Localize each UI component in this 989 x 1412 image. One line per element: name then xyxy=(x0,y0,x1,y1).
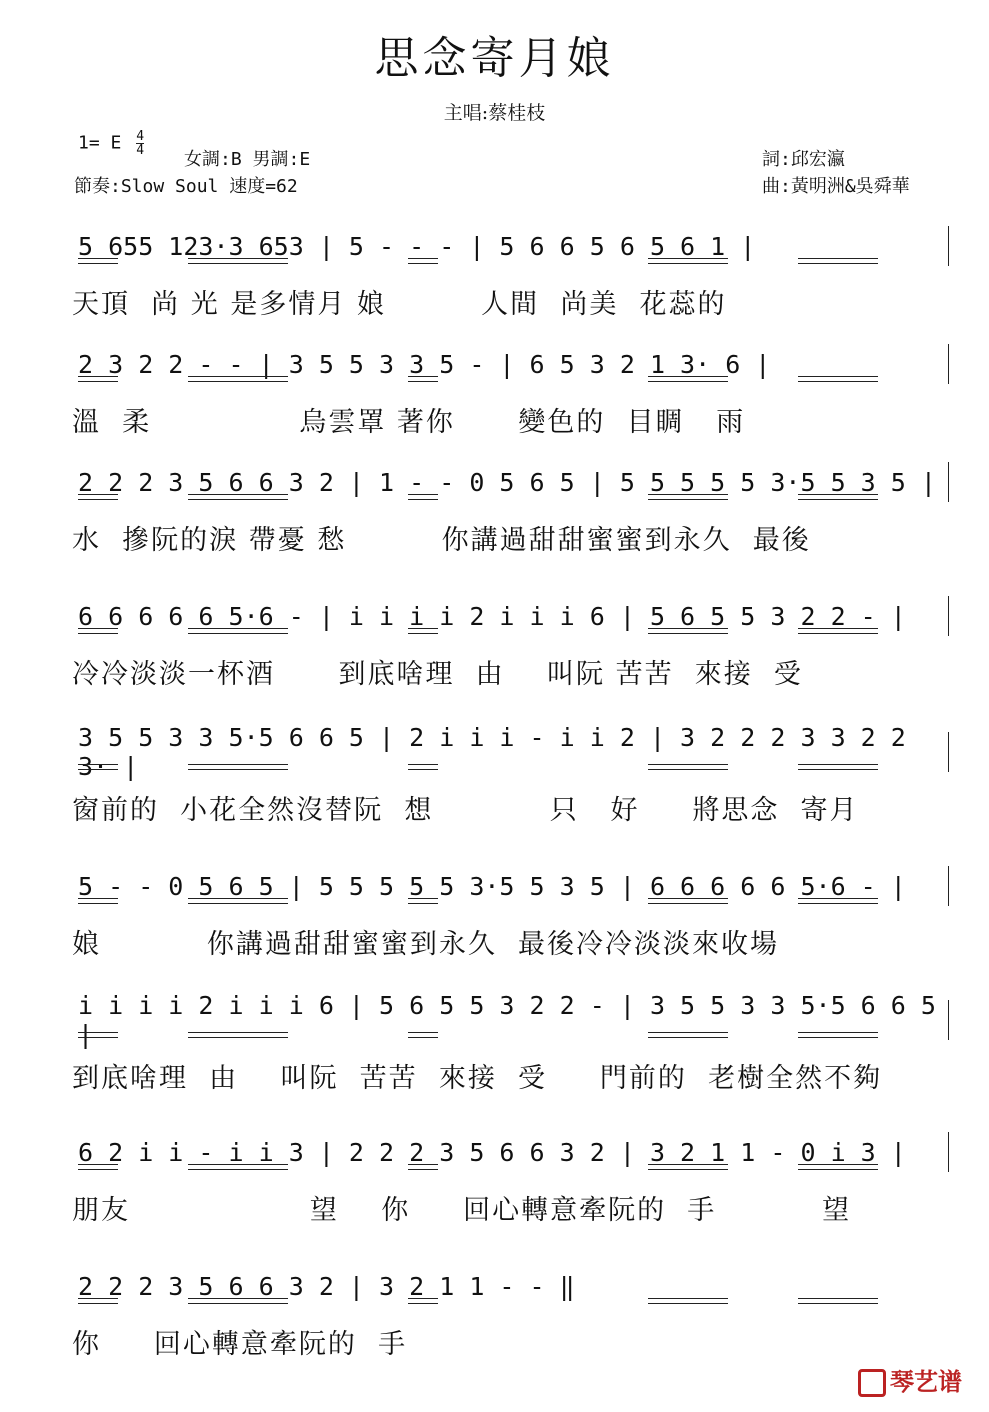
barline xyxy=(948,732,949,772)
beam xyxy=(188,1303,288,1304)
beam xyxy=(188,258,288,259)
barline xyxy=(948,344,949,384)
beam xyxy=(648,381,728,382)
beam xyxy=(78,499,118,500)
score-row xyxy=(72,1262,948,1372)
beam xyxy=(798,628,878,629)
beam xyxy=(648,628,728,629)
notation-line: 6 2 i i - i i 3 | 2 2 2 3 5 6 6 3 2 | 3 2 1 1 - 0 i 3 | xyxy=(78,1137,906,1167)
beam xyxy=(648,1037,728,1038)
beam xyxy=(78,263,118,264)
notation-line: 5 655 123·3 653 | 5 - - - | 5 6 6 5 6 5 6 1 | xyxy=(78,231,756,261)
logo-icon xyxy=(858,1369,886,1397)
time-numerator: 4 xyxy=(136,129,145,144)
beam xyxy=(408,1164,438,1165)
notation-line: 2 2 2 3 5 6 6 3 2 | 3 2 1 1 - - ‖ xyxy=(78,1271,575,1301)
notation-line: 2 2 2 3 5 6 6 3 2 | 1 - - 0 5 6 5 | 5 5 5 5 5 3·5 5 3 5 | xyxy=(78,467,936,497)
barline xyxy=(948,462,949,502)
beam xyxy=(798,258,878,259)
beam xyxy=(798,1169,878,1170)
score-row xyxy=(72,723,948,838)
beam xyxy=(78,769,118,770)
lyric-line: 娘 你講過甜甜蜜蜜到永久 最後冷冷淡淡來收場 xyxy=(72,929,779,960)
beam xyxy=(408,903,438,904)
beam xyxy=(78,1164,118,1165)
beam xyxy=(798,376,878,377)
beam xyxy=(408,1032,438,1033)
beam xyxy=(408,764,438,765)
beam xyxy=(188,903,288,904)
beam xyxy=(188,769,288,770)
beam xyxy=(78,1298,118,1299)
beam xyxy=(648,263,728,264)
beam xyxy=(188,628,288,629)
beam xyxy=(78,381,118,382)
beam xyxy=(408,898,438,899)
beam xyxy=(408,769,438,770)
notation-line: 5 - - 0 5 6 5 | 5 5 5 5 5 3·5 5 3 5 | 6 6 6 6 6 5·6 - | xyxy=(78,871,906,901)
beam xyxy=(408,494,438,495)
lyric-line: 到底啥理 由 叫阮 苦苦 來接 受 門前的 老樹全然不夠 xyxy=(72,1063,883,1094)
lyric-line: 朋友 望 你 回心轉意牽阮的 手 望 xyxy=(72,1195,852,1226)
beam xyxy=(648,376,728,377)
beam xyxy=(188,1032,288,1033)
beam xyxy=(648,769,728,770)
score-row xyxy=(72,991,948,1106)
beam xyxy=(408,1298,438,1299)
score-row xyxy=(72,592,948,702)
beam xyxy=(78,628,118,629)
beam xyxy=(188,494,288,495)
beam xyxy=(798,263,878,264)
beam xyxy=(408,628,438,629)
beam xyxy=(188,1037,288,1038)
barline xyxy=(948,866,949,906)
notation-line: 2 3 2 2 - - | 3 5 5 3 3 5 - | 6 5 3 2 1 3· 6 | xyxy=(78,349,771,379)
beam xyxy=(798,1037,878,1038)
beam xyxy=(798,1303,878,1304)
score-row xyxy=(72,222,948,332)
time-signature xyxy=(136,130,144,157)
beam xyxy=(78,903,118,904)
beam xyxy=(798,769,878,770)
beam xyxy=(78,1303,118,1304)
song-title: 思念寄月娘 xyxy=(374,33,615,84)
beam xyxy=(648,494,728,495)
score-row xyxy=(72,1128,948,1238)
lyric-line: 水 摻阮的淚 帶憂 愁 你講過甜甜蜜蜜到永久 最後 xyxy=(72,525,811,556)
beam xyxy=(188,1164,288,1165)
beam xyxy=(188,1169,288,1170)
score-row xyxy=(72,458,948,568)
beam xyxy=(78,494,118,495)
lyric-line: 天頂 尚 光 是多情月 娘 人間 尚美 花蕊的 xyxy=(72,289,727,320)
lyric-line: 溫 柔 烏雲罩 著你 變色的 目睭 雨 xyxy=(72,407,746,438)
notation-line: i i i i 2 i i i 6 | 5 6 5 5 3 2 2 - | 3 5 5 3 3 5·5 6 6 5 | xyxy=(78,991,936,1049)
beam xyxy=(78,1037,118,1038)
beam xyxy=(648,1298,728,1299)
barline xyxy=(948,1132,949,1172)
beam xyxy=(798,898,878,899)
beam xyxy=(798,494,878,495)
beam xyxy=(408,258,438,259)
key-range: 女調:B 男調:E xyxy=(184,149,311,170)
beam xyxy=(188,263,288,264)
barline xyxy=(948,226,949,266)
beam xyxy=(798,764,878,765)
beam xyxy=(78,376,118,377)
beam xyxy=(408,263,438,264)
beam xyxy=(188,376,288,377)
beam xyxy=(648,898,728,899)
beam xyxy=(798,499,878,500)
beam xyxy=(798,633,878,634)
beam xyxy=(408,633,438,634)
beam xyxy=(408,1303,438,1304)
beam xyxy=(648,1303,728,1304)
lyric-line: 冷冷淡淡一杯酒 到底啥理 由 叫阮 苦苦 來接 受 xyxy=(72,659,803,690)
beam xyxy=(408,381,438,382)
beam xyxy=(408,1037,438,1038)
beam xyxy=(408,1169,438,1170)
watermark-logo xyxy=(858,1362,962,1397)
beam xyxy=(648,258,728,259)
beam xyxy=(648,633,728,634)
key-label: 1= E xyxy=(78,132,122,154)
beam xyxy=(78,258,118,259)
beam xyxy=(188,764,288,765)
beam xyxy=(78,1169,118,1170)
time-denominator: 4 xyxy=(136,143,145,158)
beam xyxy=(648,1169,728,1170)
beam xyxy=(188,499,288,500)
score-row xyxy=(72,862,948,972)
beam xyxy=(648,1164,728,1165)
beam xyxy=(188,1298,288,1299)
beam xyxy=(648,499,728,500)
key-signature xyxy=(78,130,144,157)
beam xyxy=(188,898,288,899)
beam xyxy=(798,1298,878,1299)
watermark-text: 琴艺谱 xyxy=(890,1368,962,1396)
beam xyxy=(408,499,438,500)
barline xyxy=(948,1000,949,1040)
beam xyxy=(188,381,288,382)
beam xyxy=(798,381,878,382)
beam xyxy=(408,376,438,377)
composer-credit: 曲:黃明洲&吳舜華 xyxy=(762,176,910,197)
beam xyxy=(78,898,118,899)
notation-line: 3 5 5 3 3 5·5 6 6 5 | 2 i i i - i i 2 | 3 2 2 2 3 3 2 2 3· | xyxy=(78,723,906,781)
lyricist-credit: 詞:邱宏瀛 xyxy=(762,149,845,170)
beam xyxy=(648,1032,728,1033)
beam xyxy=(78,633,118,634)
rhythm-tempo: 節奏:Slow Soul 速度=62 xyxy=(74,176,298,197)
beam xyxy=(78,764,118,765)
beam xyxy=(78,1032,118,1033)
beam xyxy=(648,764,728,765)
beam xyxy=(798,903,878,904)
beam xyxy=(648,903,728,904)
beam xyxy=(798,1164,878,1165)
barline xyxy=(948,596,949,636)
singer-credit: 主唱:蔡桂枝 xyxy=(443,102,546,124)
beam xyxy=(188,633,288,634)
lyric-line: 窗前的 小花全然沒替阮 想 只 好 將思念 寄月 xyxy=(72,795,859,826)
lyric-line: 你 回心轉意牽阮的 手 xyxy=(72,1329,408,1360)
beam xyxy=(798,1032,878,1033)
score-row xyxy=(72,340,948,450)
notation-line: 6 6 6 6 6 5·6 - | i i i i 2 i i i 6 | 5 6 5 5 3 2 2 - | xyxy=(78,601,906,631)
